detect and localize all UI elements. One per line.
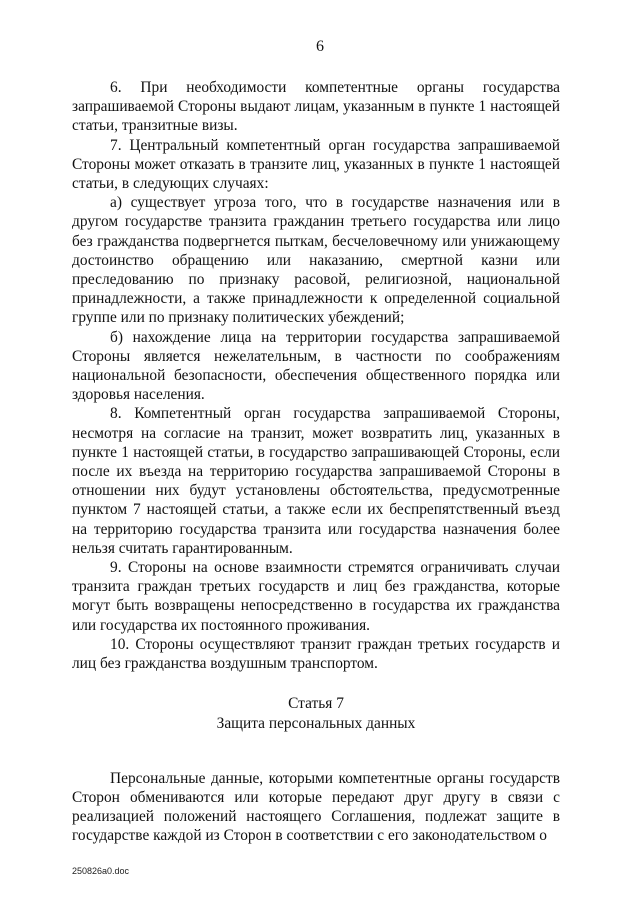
article-heading [72,694,560,732]
footer-filename: 250826a0.doc [72,866,130,876]
paragraph-7: 7. Центральный компетентный орган государства запрашиваемой Стороны может отказать в транзите лиц, указанных в пункте 1 настоящей статьи, в следующих случаях: [72,136,560,193]
paragraph-8: 8. Компетентный орган государства запрашиваемой Стороны, несмотря на согласие на транзит, может возвратить лиц, указанных в пункте 1 настоящей статьи, в государство запрашивающей Стороны, если после их въезда на территорию государства запрашиваемой Стороны в отношении них будут установлены обстоятельства, предусмотренные пунктом 7 настоящей статьи, а также если их беспрепятственный въезд на территорию государства транзита или государства назначения более нельзя считать гарантированным. [72,405,560,557]
paragraph-7a: а) существует угроза того, что в государстве назначения или в другом государстве транзита гражданин третьего государства или лицо без гражданства подвергнется пыткам, бесчеловечному или унижающему достоинство обращению или наказанию, смертной казни или преследованию по признаку расовой, религиозной, национальной принадлежности, а также принадлежности к определенной социальной группе или по признаку политических убеждений; [72,194,560,327]
article-title: Защита персональных данных [216,714,416,732]
page-number: 6 [316,38,324,55]
document-body [72,78,560,846]
paragraph-6: 6. При необходимости компетентные органы государства запрашиваемой Стороны выдают лицам, указанным в пункте 1 настоящей статьи, транзитные визы. [72,79,560,135]
paragraph-10: 10. Стороны осуществляют транзит граждан третьих государств и лиц без гражданства воздушным транспортом. [72,635,560,673]
paragraph-7b: б) нахождение лица на территории государства запрашиваемой Стороны является нежелательным, в частности по соображениям национальной безопасности, обеспечения общественного порядка или здоровья населения. [72,328,560,404]
article-number: Статья 7 [288,695,344,713]
article-7-paragraph: Персональные данные, которыми компетентные органы государств Сторон обмениваются или которые передают друг другу в связи с реализацией положений настоящего Соглашения, подлежат защите в государстве каждой из Сторон в соответствии с его законодательством о [72,769,560,845]
paragraph-9: 9. Стороны на основе взаимности стремятся ограничивать случаи транзита граждан третьих государств и лиц без гражданства, которые могут быть возвращены непосредственно в государства их гражданства или государства их постоянного проживания. [72,559,560,634]
